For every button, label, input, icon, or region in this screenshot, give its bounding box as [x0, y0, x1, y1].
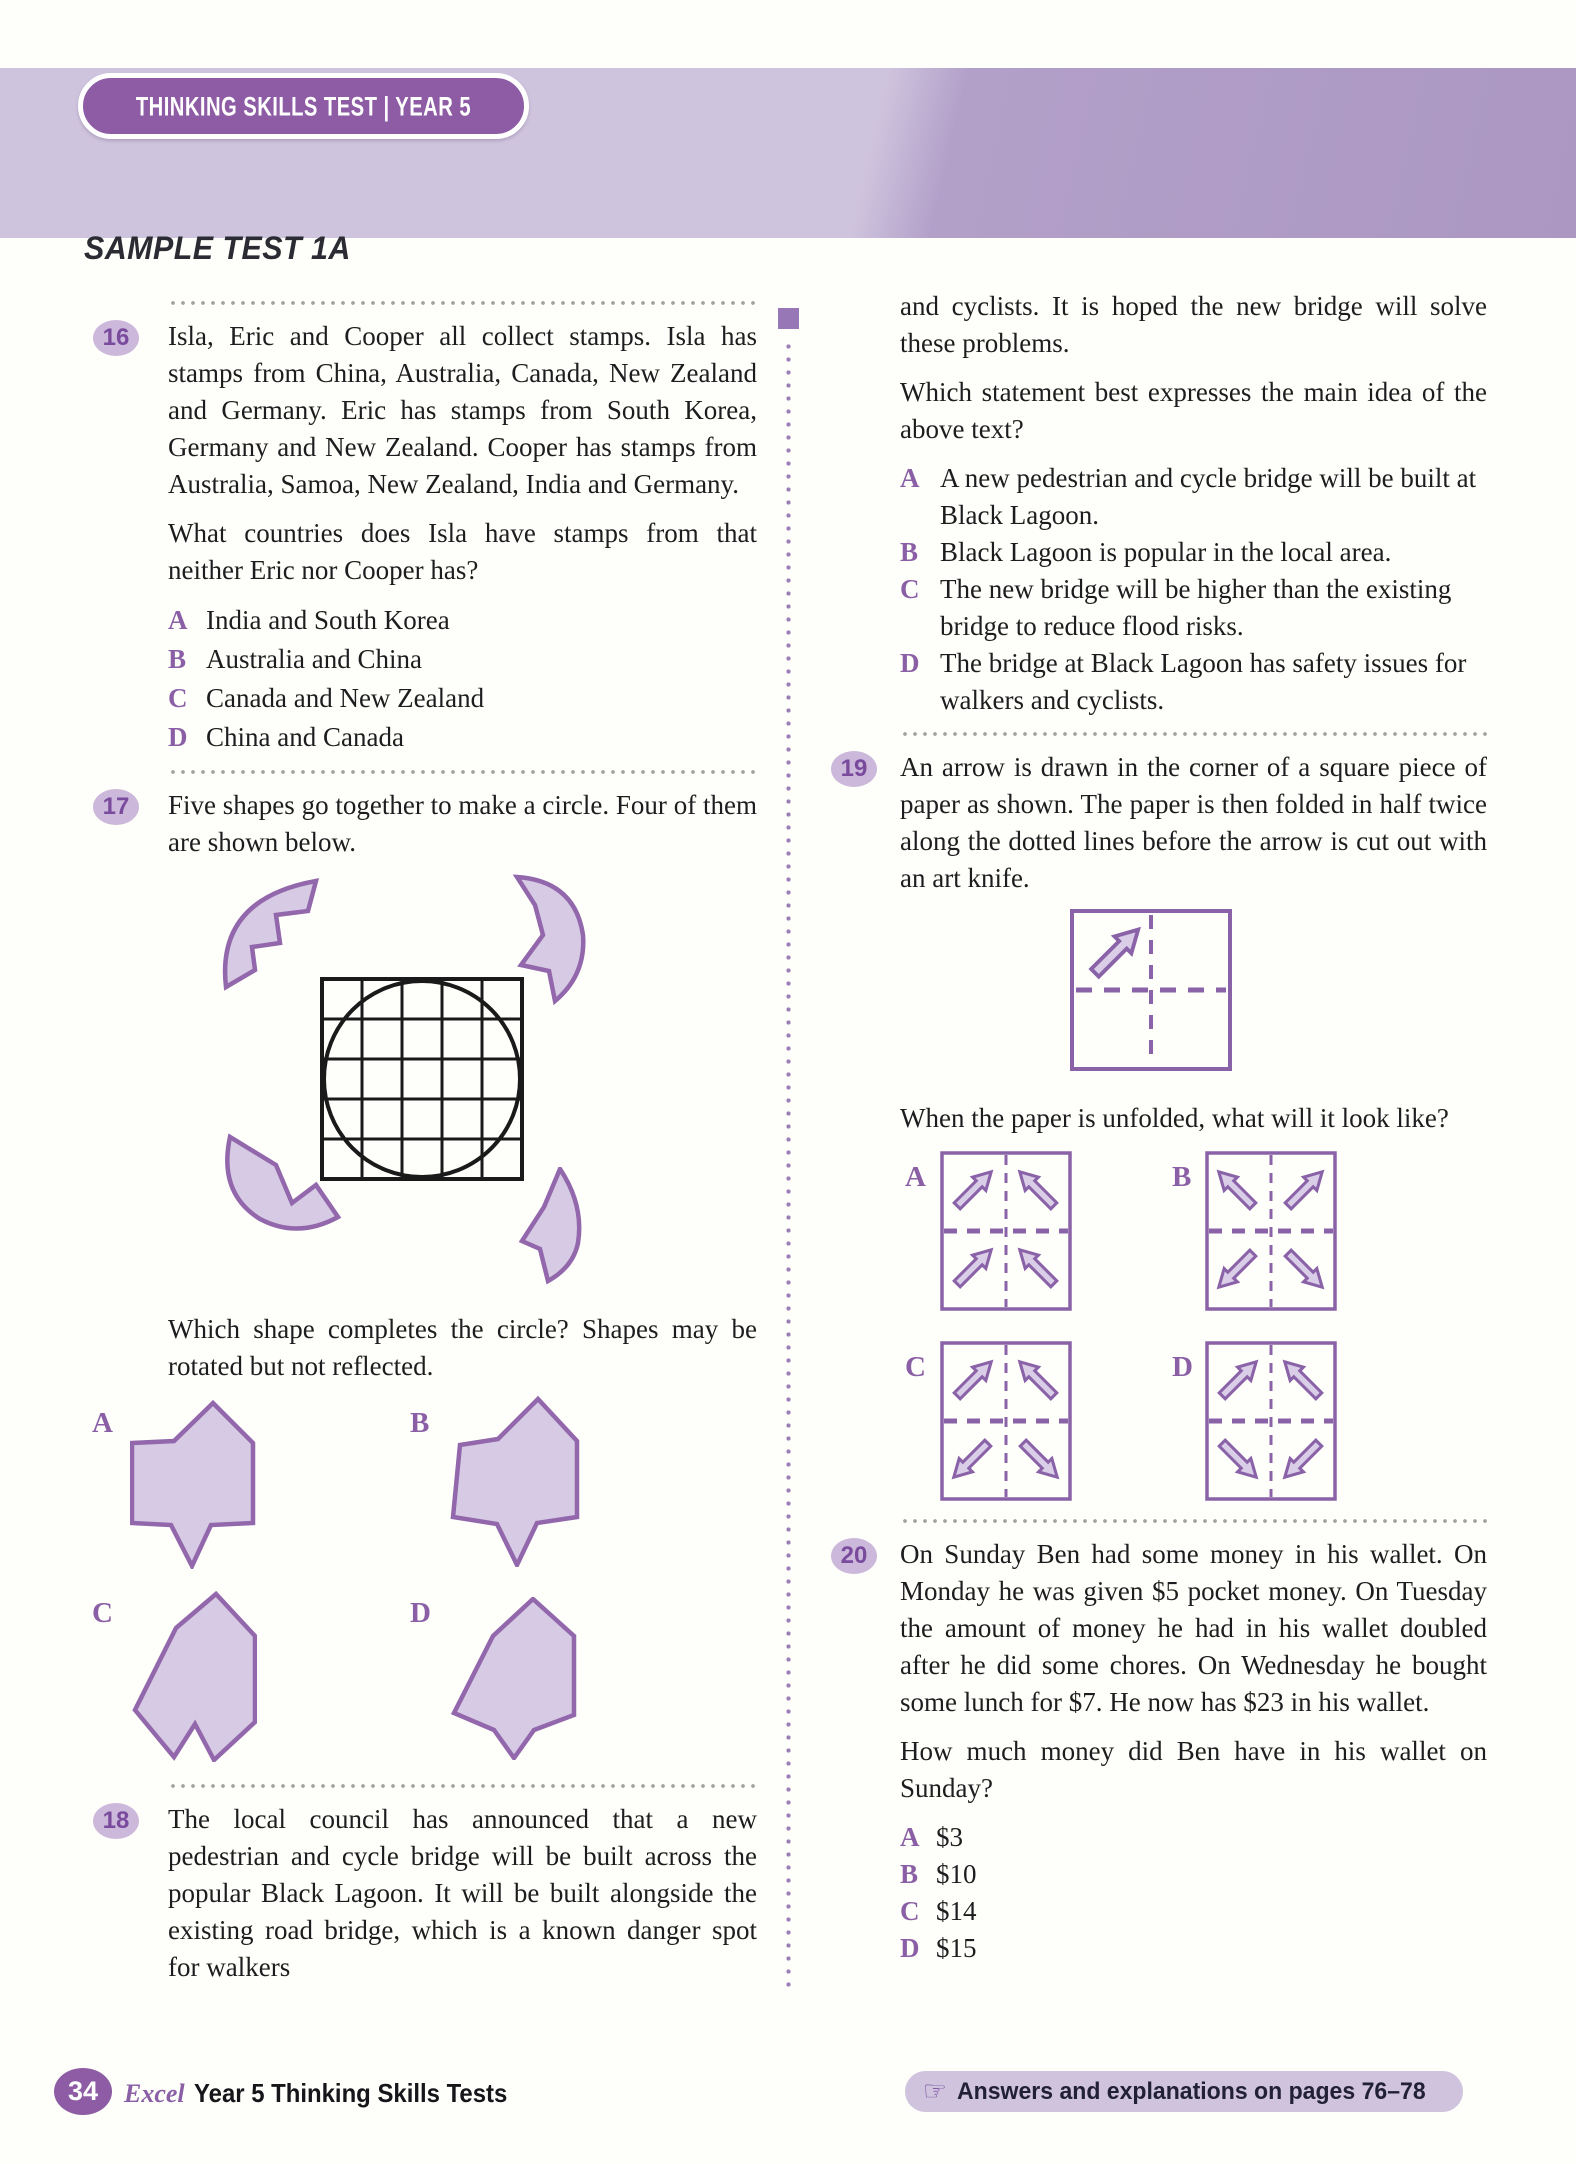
question-16-prompt: What countries does Isla have stamps from that neither Eric nor Cooper has? [168, 518, 757, 585]
pointing-hand-icon: ☞ [922, 2076, 948, 2106]
option-letter: B [1172, 1161, 1192, 1193]
answers-reference-text: Answers and explanations on pages 76–78 [957, 2077, 1426, 2105]
circle-piece-bottom-left [218, 1131, 342, 1237]
question-separator [168, 769, 757, 775]
question-17-prompt: Which shape completes the circle? Shapes may be rotated but not reflected. [168, 1314, 757, 1381]
header-tag-label: THINKING SKILLS TEST | YEAR 5 [135, 90, 472, 121]
option-row [168, 601, 757, 640]
question-20-options [900, 1819, 1487, 1967]
option-letter: C [905, 1351, 926, 1383]
option-row [900, 460, 1487, 534]
question-19-options [900, 1151, 1487, 1506]
question-19-prompt: When the paper is unfolded, what will it look like? [900, 1103, 1449, 1133]
question-18-text-part1: The local council has announced that a new pedestrian and cycle bridge will be built across the popular Black Lagoon. It will be built alongside the existing road bridge, which is a known danger spot for walkers [168, 1804, 757, 1982]
q17-shape-b [450, 1395, 580, 1567]
option-text: The new bridge will be higher than the existing bridge to reduce flood risks. [940, 574, 1452, 641]
option-letter: B [900, 537, 919, 567]
question-16 [85, 318, 757, 757]
brand-name: Excel [124, 2079, 185, 2108]
question-18-options [900, 460, 1487, 719]
q17-shape-d [450, 1597, 577, 1760]
option-text: China and Canada [206, 722, 404, 752]
book-title [124, 2078, 534, 2109]
option-row [900, 534, 1487, 571]
question-18-continued [823, 288, 1487, 719]
header-tag-pill [78, 73, 529, 139]
option-row [900, 1819, 1487, 1856]
answers-reference-pill [905, 2071, 1463, 2112]
option-letter: D [1172, 1351, 1193, 1383]
question-16-options [168, 601, 757, 757]
option-letter: A [900, 463, 920, 493]
option-text: Black Lagoon is popular in the local area. [940, 537, 1392, 567]
option-text: Canada and New Zealand [206, 683, 485, 713]
option-letter: C [168, 683, 188, 713]
left-column [85, 288, 757, 1986]
option-row [900, 1930, 1487, 1967]
grid-circle-figure [320, 977, 524, 1181]
option-letter: D [900, 1933, 920, 1963]
series-name: Year 5 Thinking Skills Tests [193, 2078, 507, 2108]
column-divider-square [778, 308, 799, 329]
question-16-text: Isla, Eric and Cooper all collect stamps. Isla has stamps from China, Australia, Canada, New Zealand and Germany. Eric has stamps from South Korea, Germany and New Zealand. Cooper has stamps from Australia, Samoa, New Zealand, India and Germany. [168, 321, 757, 499]
option-letter: D [900, 648, 920, 678]
question-19-number-badge: 19 [831, 751, 877, 787]
option-row [168, 718, 757, 757]
option-letter: A [168, 605, 188, 635]
option-letter: B [900, 1859, 919, 1889]
page-title: SAMPLE TEST 1A [84, 230, 351, 266]
q17-shape-a [130, 1399, 256, 1569]
option-letter: A [900, 1822, 920, 1852]
question-19-text: An arrow is drawn in the corner of a square piece of paper as shown. The paper is then folded in half twice along the dotted lines before the arrow is cut out with an art knife. [900, 752, 1487, 893]
question-20-number-badge: 20 [831, 1538, 877, 1574]
question-17 [85, 787, 757, 1771]
option-letter: C [92, 1597, 113, 1629]
option-letter: C [900, 1896, 920, 1926]
circle-piece-top-left [216, 877, 334, 991]
question-18-text-part2: and cyclists. It is hoped the new bridge will solve these problems. [900, 291, 1487, 358]
page-number-badge: 34 [54, 2068, 112, 2115]
circle-piece-top-right [513, 873, 589, 1005]
header-band [0, 68, 1576, 266]
question-17-number-badge: 17 [93, 789, 139, 825]
question-separator [900, 731, 1487, 737]
option-letter: B [168, 644, 187, 674]
question-17-options [92, 1399, 757, 1771]
option-letter: A [905, 1161, 926, 1193]
question-separator [900, 1518, 1487, 1524]
option-text: $3 [936, 1822, 963, 1852]
option-text: A new pedestrian and cycle bridge will be built at Black Lagoon. [940, 463, 1477, 530]
q19-option-a-figure [940, 1151, 1072, 1311]
circle-piece-bottom-right [518, 1167, 586, 1285]
option-text: $10 [936, 1859, 977, 1889]
option-text: Australia and China [206, 644, 422, 674]
question-17-circle-diagram [168, 873, 757, 1255]
q17-shape-c [130, 1589, 257, 1762]
q19-option-c-figure [940, 1341, 1072, 1501]
right-column [823, 288, 1487, 1967]
option-row [900, 1856, 1487, 1893]
question-18-number-badge: 18 [93, 1803, 139, 1839]
question-20-text: On Sunday Ben had some money in his wallet. On Monday he was given $5 pocket money. On Tuesday the amount of money he had in his wallet doubled after he did some chores. On Wednesday he bought some lunch for $7. He now has $23 in his wallet. [900, 1539, 1487, 1717]
option-text: $15 [936, 1933, 977, 1963]
option-row [900, 1893, 1487, 1930]
question-17-text: Five shapes go together to make a circle. Four of them are shown below. [168, 790, 757, 857]
option-letter: D [410, 1597, 431, 1629]
question-18-prompt: Which statement best expresses the main idea of the above text? [900, 377, 1487, 444]
q19-option-d-figure [1205, 1341, 1337, 1501]
question-separator [168, 300, 757, 306]
question-16-number-badge: 16 [93, 320, 139, 356]
option-row [900, 571, 1487, 645]
option-row [168, 679, 757, 718]
option-letter: A [92, 1407, 113, 1439]
option-text: $14 [936, 1896, 977, 1926]
option-letter: B [410, 1407, 430, 1439]
question-19-folded-paper-figure [1070, 909, 1487, 1076]
column-divider-dotted-line [786, 340, 791, 1990]
option-text: The bridge at Black Lagoon has safety issues for walkers and cyclists. [940, 648, 1467, 715]
option-letter: D [168, 722, 188, 752]
q19-option-b-figure [1205, 1151, 1337, 1311]
option-letter: C [900, 574, 920, 604]
question-20 [823, 1536, 1487, 1967]
question-separator [168, 1783, 757, 1789]
option-row [900, 645, 1487, 719]
option-row [168, 640, 757, 679]
question-18 [85, 1801, 757, 1986]
option-text: India and South Korea [206, 605, 450, 635]
question-20-prompt: How much money did Ben have in his wallet on Sunday? [900, 1736, 1487, 1803]
question-19 [823, 749, 1487, 1506]
